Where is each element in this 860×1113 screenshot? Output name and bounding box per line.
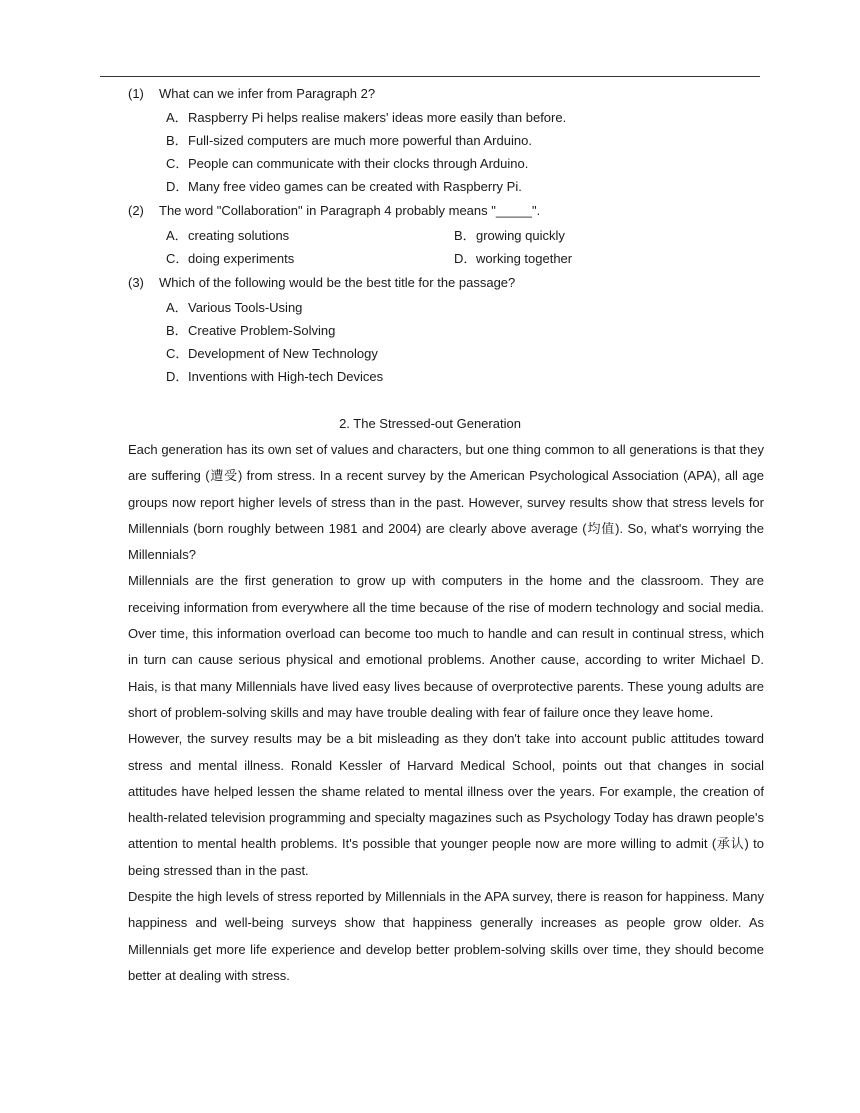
option-text: Various Tools-Using <box>188 300 303 315</box>
option-text: Full-sized computers are much more powerful than Arduino. <box>188 133 532 148</box>
option-2d <box>454 250 572 268</box>
option-letter: C． <box>166 346 189 361</box>
option-3c <box>166 345 378 363</box>
question-number: (3) <box>128 275 144 290</box>
option-letter: B． <box>454 228 476 243</box>
option-letter: A． <box>166 228 188 243</box>
header-rule <box>100 76 760 77</box>
option-1c <box>166 155 528 173</box>
option-text: Development of New Technology <box>188 346 378 361</box>
option-letter: C． <box>166 156 189 171</box>
question-text: Which of the following would be the best title for the passage? <box>159 275 516 290</box>
option-2b <box>454 227 565 245</box>
option-3a <box>166 299 302 317</box>
passage-title: 2. The Stressed-out Generation <box>339 416 521 431</box>
option-text: creating solutions <box>188 228 290 243</box>
passage-paragraph-2: Millennials are the first generation to grow up with computers in the home and the classroom. They are receiving information from everywhere all the time because of the rise of modern technology and social media. Over time, this information overload can become too much to handle and can result in continual stress, which in turn can cause serious physical and emotional problems. Another cause, according to writer Michael D. Hais, is that many Millennials have lived easy lives because of overprotective parents. These young adults are short of problem-solving skills and may have trouble dealing with fear of failure once they leave home. <box>128 573 764 720</box>
question-2 <box>128 202 540 220</box>
question-1 <box>128 85 375 103</box>
option-2a <box>166 227 289 245</box>
option-2c <box>166 250 294 268</box>
option-1d <box>166 178 522 196</box>
question-number: (1) <box>128 86 144 101</box>
passage-paragraph-4: Despite the high levels of stress reported by Millennials in the APA survey, there is reason for happiness. Many happiness and well-being surveys show that happiness generally increases as people grow older. As Millennials get more life experience and develop better problem-solving skills over time, they should become better at dealing with stress. <box>128 889 764 983</box>
option-text: Inventions with High-tech Devices <box>188 369 384 384</box>
passage-paragraph-1: Each generation has its own set of values and characters, but one thing common to all generations is that they are suffering (遭受) from stress. In a recent survey by the American Psychological Association (APA), all age groups now report higher levels of stress than in the past. However, survey results show that stress levels for Millennials (born roughly between 1981 and 2004) are clearly above average (均值). So, what's worrying the Millennials? <box>128 442 764 563</box>
option-letter: C． <box>166 251 189 266</box>
option-1a <box>166 109 566 127</box>
option-letter: D． <box>166 179 189 194</box>
option-text: Many free video games can be created with Raspberry Pi. <box>188 179 522 194</box>
option-text: Creative Problem-Solving <box>188 323 336 338</box>
option-letter: A． <box>166 300 188 315</box>
option-text: Raspberry Pi helps realise makers' ideas more easily than before. <box>188 110 567 125</box>
question-text: What can we infer from Paragraph 2? <box>159 86 376 101</box>
option-text: People can communicate with their clocks through Arduino. <box>188 156 529 171</box>
question-number: (2) <box>128 203 144 218</box>
option-letter: A． <box>166 110 188 125</box>
option-letter: D． <box>166 369 189 384</box>
option-3b <box>166 322 335 340</box>
question-3 <box>128 274 515 292</box>
option-letter: B． <box>166 133 188 148</box>
passage-body <box>128 437 764 989</box>
passage-paragraph-3: However, the survey results may be a bit misleading as they don't take into account public attitudes toward stress and mental illness. Ronald Kessler of Harvard Medical School, points out that changes in social attitudes have helped lessen the shame related to mental illness over the years. For example, the creation of health-related television programming and specialty magazines such as Psychology Today has drawn people's attention to mental health problems. It's possible that younger people now are more willing to admit (承认) to being stressed than in the past. <box>128 731 764 878</box>
option-letter: D． <box>454 251 477 266</box>
option-1b <box>166 132 532 150</box>
option-text: working together <box>476 251 573 266</box>
option-3d <box>166 368 383 386</box>
option-letter: B． <box>166 323 188 338</box>
option-text: doing experiments <box>188 251 295 266</box>
question-text: The word "Collaboration" in Paragraph 4 probably means "_____". <box>159 203 541 218</box>
option-text: growing quickly <box>476 228 565 243</box>
